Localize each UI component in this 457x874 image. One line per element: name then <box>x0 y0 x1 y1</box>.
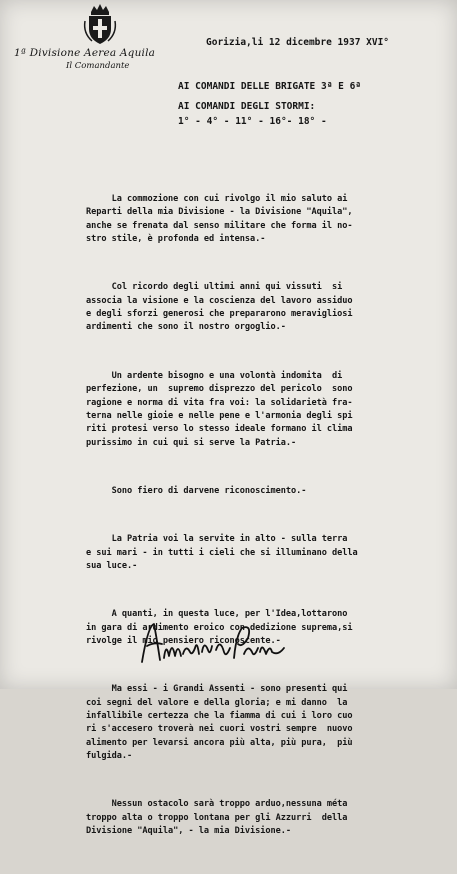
commander-title: Il Comandante <box>66 61 130 71</box>
letter-body <box>86 166 416 874</box>
division-letterhead: 1ª Divisione Aerea Aquila <box>14 47 156 59</box>
addressee-wings: AI COMANDI DEGLI STORMI: <box>178 101 316 112</box>
savoy-crown-crest-icon <box>82 3 118 45</box>
handwritten-signature <box>138 618 288 668</box>
paragraph-5: La Patria voi la servite in alto - sulla terra e sui mari - in tutti i cieli che si illuminano della sua luce.- <box>86 534 358 571</box>
paragraph-3: Un ardente bisogno e una volontà indomita di perfezione, un supremo disprezzo del pericolo sono ragione e norma di vita fra voi: la solidarietà fra- terna nelle gioie e nelle pene e l'armonia degli spi riti protesi verso lo stesso ideale formano il clima purissimo in cui qui si serve la Patria.- <box>86 370 353 448</box>
addressee-wing-numbers: 1° - 4° - 11° - 16°- 18° - <box>178 116 327 127</box>
addressee-brigades: AI COMANDI DELLE BRIGATE 3ª E 6ª <box>178 81 362 92</box>
paragraph-1: La commozione con cui rivolgo il mio saluto ai Reparti della mia Divisione - la Divisione "Aquila", anche se frenata dal senso militare che forma il no- stro stile, è profonda ed intensa.- <box>86 193 353 245</box>
paragraph-4: Sono fiero di darvene riconoscimento.- <box>86 485 307 496</box>
paragraph-6: A quanti, in questa luce, per l'Idea,lottarono in gara di ardimento eroico con dedizione suprema,si rivolge il mio pensiero riconoscente.- <box>86 609 353 646</box>
place-and-date: Gorizia,li 12 dicembre 1937 XVI° <box>206 37 390 48</box>
paragraph-7: Ma essi - i Grandi Assenti - sono presenti qui coi segni del valore e della gloria; e mi danno la infallibile certezza che la fiamma di cui i loro cuo ri s'accesero troverà nei cuori vostri sempre nuovo alimento per levarsi ancora più alta, più pura, più fulgida.- <box>86 684 353 762</box>
paragraph-8: Nessun ostacolo sarà troppo arduo,nessuna méta troppo alta o troppo lontana per gli Azzurri della Divisione "Aquila", - la mia Divisione.- <box>86 799 348 837</box>
paragraph-2: Col ricordo degli ultimi anni qui vissuti si associa la visione e la coscienza del lavoro assiduo e degli sforzi generosi che prepararono meravigliosi ardimenti che sono il nostro orgoglio.- <box>86 282 353 333</box>
